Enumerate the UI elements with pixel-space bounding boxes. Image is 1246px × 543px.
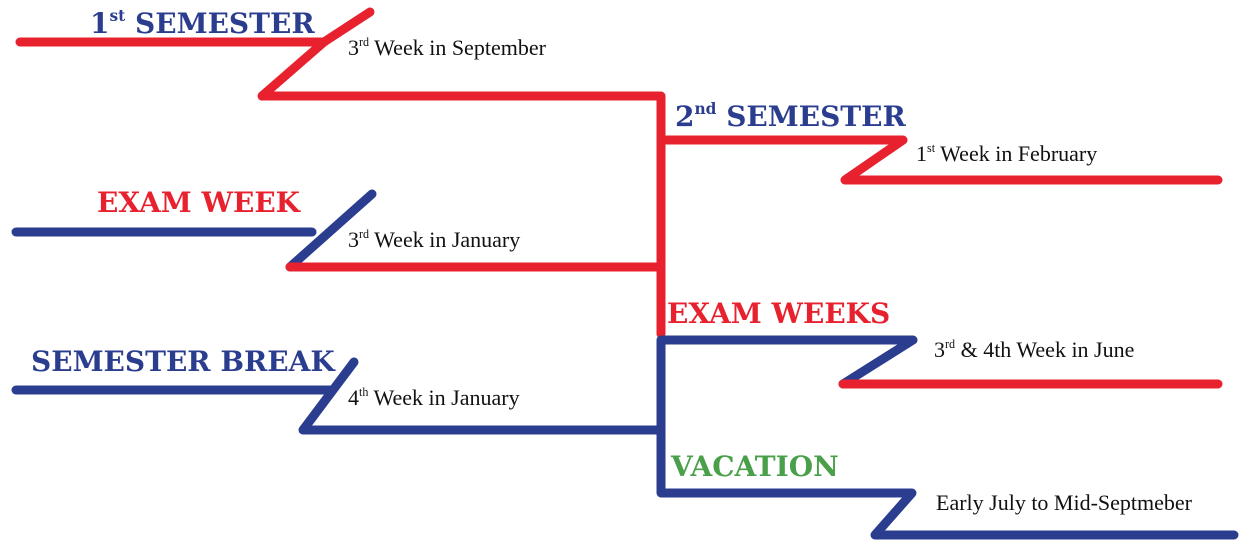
exam-weeks-title: EXAM WEEKS <box>667 297 891 330</box>
exam-weeks-date: 3rd & 4th Week in June <box>934 336 1135 362</box>
vacation-date: Early July to Mid-Septmeber <box>936 490 1193 515</box>
semester-break-title: SEMESTER BREAK <box>31 345 335 378</box>
vacation-title: VACATION <box>671 450 839 483</box>
semester-break-date: 4th Week in January <box>348 384 520 410</box>
second-semester-date: 1st Week in February <box>916 140 1098 166</box>
first-semester-date: 3rd Week in September <box>348 34 546 60</box>
second-semester-title: 2nd SEMESTER <box>675 100 906 133</box>
exam-week-date: 3rd Week in January <box>348 226 521 252</box>
exam-week-title: EXAM WEEK <box>97 186 300 219</box>
first-semester-title: 1st SEMESTER <box>90 7 315 40</box>
